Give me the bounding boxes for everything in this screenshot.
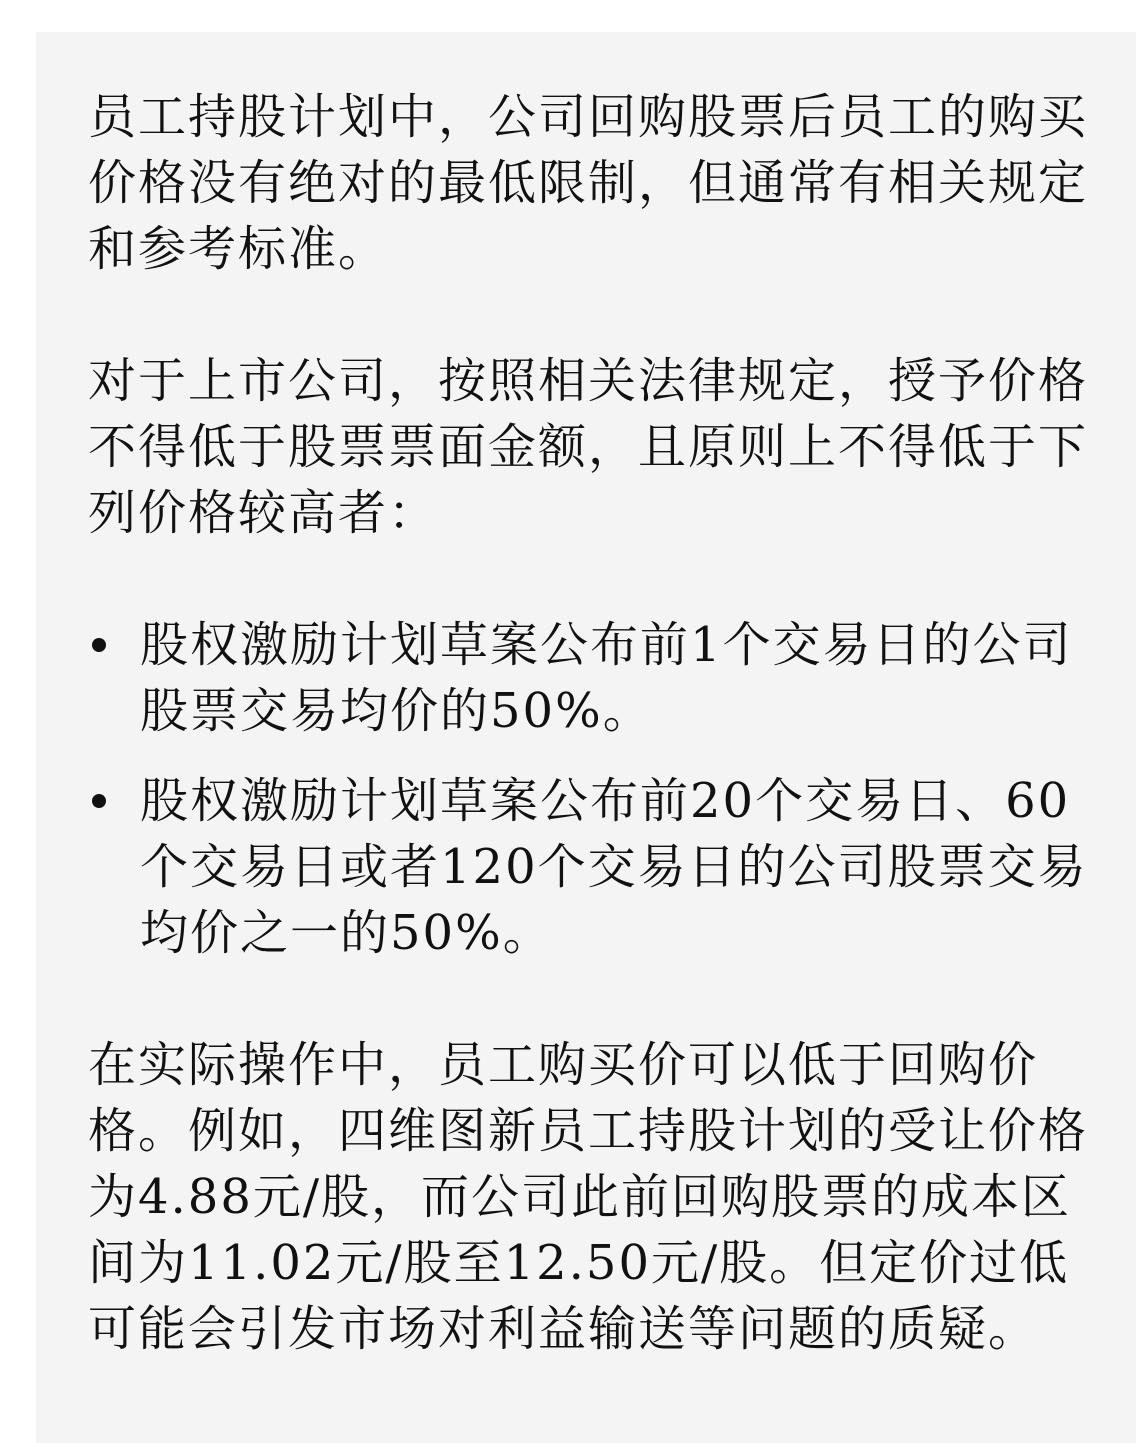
list-item — [88, 612, 1088, 744]
list-item-text: 股权激励计划草案公布前1个交易日的公司股票交易均价的50%。 — [140, 617, 1073, 739]
document-body — [88, 84, 1088, 1362]
bullet-dot-icon — [92, 638, 106, 652]
paragraph-intro: 员工持股计划中，公司回购股票后员工的购买价格没有绝对的最低限制，但通常有相关规定和参考标准。 — [88, 89, 1089, 277]
paragraph-practice-example: 在实际操作中，员工购买价可以低于回购价格。例如，四维图新员工持股计划的受让价格为4.88元/股，而公司此前回购股票的成本区间为11.02元/股至12.50元/股。但定价过低可能会引发市场对利益输送等问题的质疑。 — [88, 1037, 1089, 1357]
paragraph-legal-rules: 对于上市公司，按照相关法律规定，授予价格不得低于股票票面金额，且原则上不得低于下列价格较高者： — [88, 353, 1089, 541]
list-item-text: 股权激励计划草案公布前20个交易日、60个交易日或者120个交易日的公司股票交易均价之一的50%。 — [140, 773, 1088, 961]
content-panel — [36, 32, 1136, 1443]
price-rule-list — [88, 612, 1088, 966]
bullet-dot-icon — [92, 794, 106, 808]
list-item — [88, 768, 1088, 966]
